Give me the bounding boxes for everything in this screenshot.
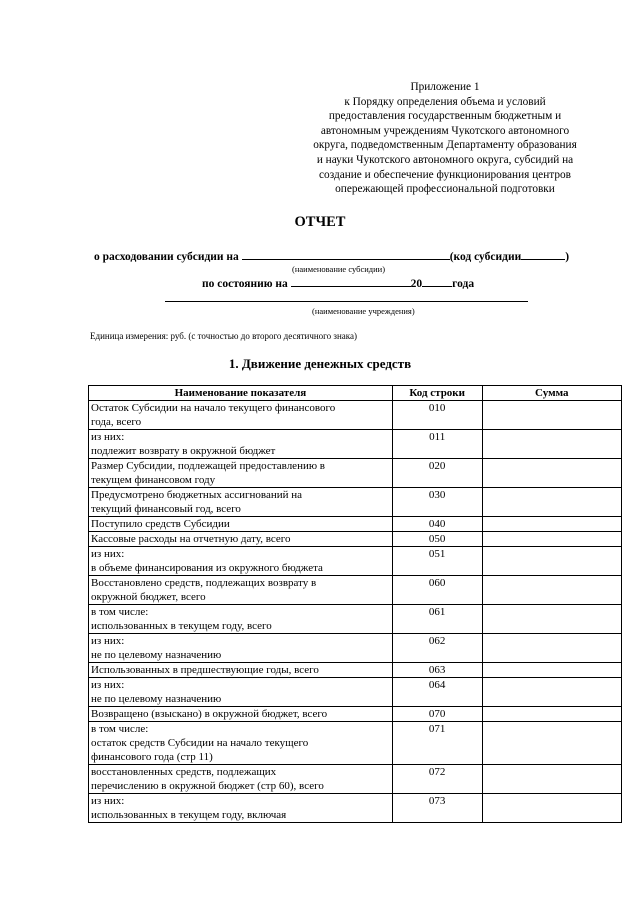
line-code-cell: 064 [392,678,482,707]
amount-cell[interactable] [482,663,621,678]
table-row [89,794,622,823]
institution-caption: (наименование учреждения) [312,306,415,316]
amount-cell[interactable] [482,605,621,634]
line-code-cell: 030 [392,488,482,517]
header-indicator: Наименование показателя [89,386,393,401]
appendix-line: и науки Чукотского автономного округа, субсидий на [316,153,574,166]
unit-note: Единица измерения: руб. (с точностью до второго десятичного знака) [90,331,357,341]
line-code-cell: 072 [392,765,482,794]
table-header-row [89,386,622,401]
line-code-cell: 073 [392,794,482,823]
indicator-text: из них: [91,795,125,807]
indicator-text: финансового года (стр 11) [91,751,213,763]
indicator-cell [89,605,393,634]
indicator-text: в том числе: [91,723,149,735]
appendix-line: к Порядку определения объема и условий [344,95,546,108]
table-row [89,459,622,488]
indicator-cell [89,430,393,459]
table-row [89,430,622,459]
indicator-cell [89,532,393,547]
indicator-cell [89,678,393,707]
indicator-text: в том числе: [91,606,149,618]
header-line-code: Код строки [392,386,482,401]
indicator-cell [89,663,393,678]
indicator-text: не по целевому назначению [91,693,222,705]
amount-cell[interactable] [482,576,621,605]
indicator-text: использованных в текущем году, всего [91,620,272,632]
indicator-text: Кассовые расходы на отчетную дату, всего [91,533,291,545]
header-amount: Сумма [482,386,621,401]
line-code-cell: 010 [392,401,482,430]
date-line [202,275,474,290]
amount-cell[interactable] [482,532,621,547]
year-blank [422,275,452,287]
appendix-line: Приложение 1 [410,81,480,93]
amount-cell[interactable] [482,707,621,722]
table-row [89,576,622,605]
amount-cell[interactable] [482,517,621,532]
line-code-cell: 050 [392,532,482,547]
indicator-text: не по целевому назначению [91,649,222,661]
line-code-cell: 063 [392,663,482,678]
section-title: 1. Движение денежных средств [228,356,412,371]
indicator-text: Размер Субсидии, подлежащей предоставлению в [91,460,326,472]
institution-line [165,301,528,302]
amount-cell[interactable] [482,722,621,765]
indicator-cell [89,547,393,576]
indicator-cell [89,794,393,823]
appendix-block [270,80,620,197]
indicator-text: перечислению в окружной бюджет (стр 60), всего [91,780,324,792]
indicator-text: окружной бюджет, всего [91,591,206,603]
appendix-line: автономным учреждениям Чукотского автономного [320,124,570,137]
subsidy-close: ) [565,251,570,263]
table-row [89,532,622,547]
amount-cell[interactable] [482,488,621,517]
table-row [89,765,622,794]
table-row [89,488,622,517]
indicator-text: из них: [91,679,125,691]
indicator-text: Использованных в предшествующие годы, всего [91,664,319,676]
indicator-cell [89,488,393,517]
indicator-text: из них: [91,548,125,560]
table-row [89,401,622,430]
line-code-cell: 071 [392,722,482,765]
indicator-cell [89,634,393,663]
amount-cell[interactable] [482,459,621,488]
appendix-line: создание и обеспечение функционирования центров [319,168,571,181]
date-century: 20 [410,278,423,290]
line-code-cell: 070 [392,707,482,722]
appendix-line: предоставления государственным бюджетным и [328,110,562,123]
date-prefix: по состоянию на [202,278,288,290]
indicator-text: текущий финансовый год, всего [91,503,241,515]
subsidy-name-blank [242,248,450,260]
indicator-cell [89,722,393,765]
indicator-text: подлежит возврату в окружной бюджет [91,445,276,457]
line-code-cell: 051 [392,547,482,576]
subsidy-code-blank [521,248,565,260]
table-row [89,605,622,634]
amount-cell[interactable] [482,678,621,707]
table-row [89,663,622,678]
indicator-text: Восстановлено средств, подлежащих возврату в [91,577,317,589]
amount-cell[interactable] [482,547,621,576]
cash-flow-table [88,385,622,823]
subsidy-prefix: о расходовании субсидии на [94,251,239,263]
indicator-text: использованных в текущем году, включая [91,809,287,821]
indicator-text: в объеме финансирования из окружного бюджета [91,562,323,574]
indicator-text: остаток средств Субсидии на начало текущего [91,737,309,749]
indicator-text: Возвращено (взыскано) в окружной бюджет, всего [91,708,328,720]
appendix-line: округа, подведомственным Департаменту образования [313,139,577,152]
line-code-cell: 060 [392,576,482,605]
table-row [89,707,622,722]
line-code-cell: 020 [392,459,482,488]
indicator-text: из них: [91,431,125,443]
amount-cell[interactable] [482,765,621,794]
indicator-cell [89,459,393,488]
table-row [89,722,622,765]
amount-cell[interactable] [482,430,621,459]
line-code-cell: 040 [392,517,482,532]
indicator-cell [89,765,393,794]
indicator-cell [89,517,393,532]
indicator-cell [89,401,393,430]
table-row [89,547,622,576]
subsidy-code-label: (код субсидии [449,251,522,263]
indicator-text: года, всего [91,416,142,428]
table-row [89,678,622,707]
subsidy-line [94,248,569,263]
table-row [89,634,622,663]
date-suffix: года [452,278,475,290]
amount-cell[interactable] [482,634,621,663]
amount-cell[interactable] [482,401,621,430]
indicator-text: Предусмотрено бюджетных ассигнований на [91,489,303,501]
subsidy-caption: (наименование субсидии) [292,264,386,274]
date-blank [291,275,411,287]
indicator-text: Поступило средств Субсидии [91,518,230,530]
line-code-cell: 062 [392,634,482,663]
appendix-line: опережающей профессиональной подготовки [335,183,555,196]
indicator-text: текущем финансовом году [91,474,216,486]
indicator-cell [89,576,393,605]
indicator-text: Остаток Субсидии на начало текущего финансового [91,402,336,414]
document-title: ОТЧЕТ [294,214,346,230]
amount-cell[interactable] [482,794,621,823]
indicator-text: восстановленных средств, подлежащих [91,766,277,778]
indicator-cell [89,707,393,722]
table-row [89,517,622,532]
line-code-cell: 011 [392,430,482,459]
indicator-text: из них: [91,635,125,647]
line-code-cell: 061 [392,605,482,634]
